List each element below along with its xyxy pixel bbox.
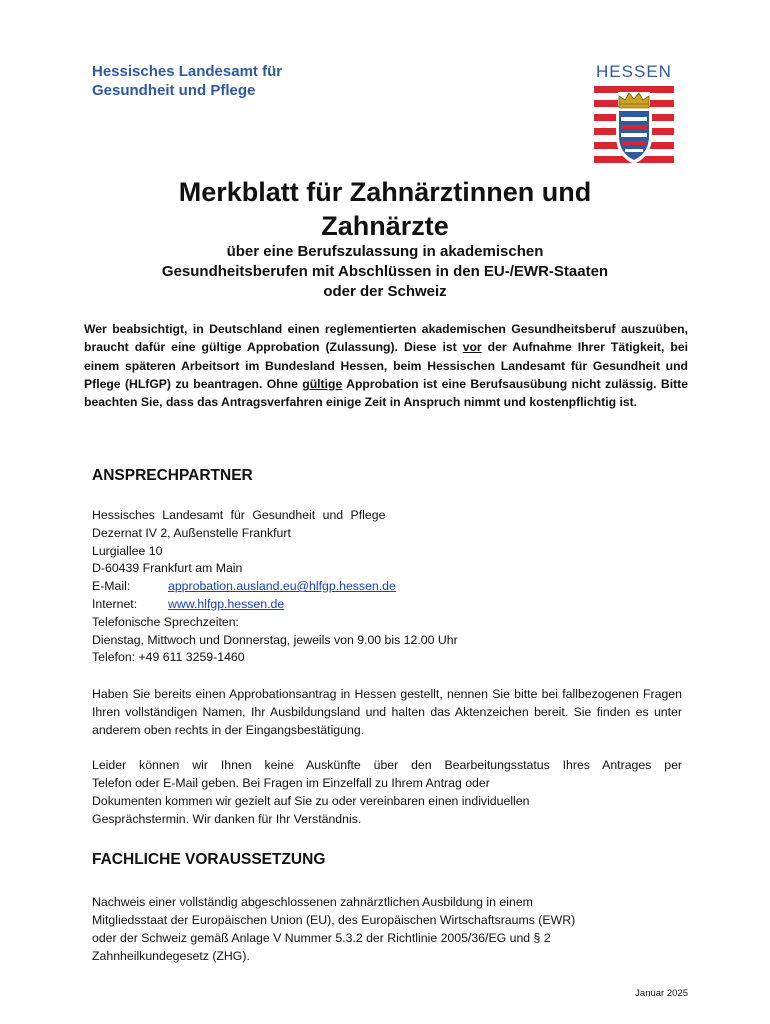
agency-line-1: Hessisches Landesamt für — [92, 63, 283, 80]
requirement-line-2: Mitgliedsstaat der Europäischen Union (EU), des Europäischen Wirtschaftsraums (EWR) — [92, 913, 576, 927]
contact-internet-row — [92, 596, 682, 614]
internet-link[interactable]: www.hlfgp.hessen.de — [168, 596, 285, 611]
contact-hours-label: Telefonische Sprechzeiten: — [92, 614, 239, 629]
agency-line-2: Gesundheit und Pflege — [92, 82, 256, 99]
document-title — [100, 175, 670, 243]
agency-name — [92, 62, 392, 100]
contact-city: D-60439 Frankfurt am Main — [92, 561, 243, 576]
status-line-2: Telefon oder E-Mail geben. Bei Fragen im Einzelfall zu Ihrem Antrag oder — [92, 776, 490, 790]
status-line-1: Leider können wir Ihnen keine Auskünfte über den Bearbeitungsstatus Ihres Antrages per — [92, 758, 682, 772]
contact-block — [92, 507, 682, 667]
title-line-2: Zahnärzte — [321, 211, 449, 241]
internet-label: Internet: — [92, 596, 138, 611]
requirement-paragraph — [92, 893, 682, 965]
intro-underline-gueltige: gültige — [302, 376, 343, 391]
subtitle-line-3: oder der Schweiz — [323, 283, 447, 300]
subtitle-line-2: Gesundheitsberufen mit Abschlüssen in den EU-/EWR-Staaten — [161, 263, 609, 280]
logo-text: HESSEN — [596, 62, 672, 81]
requirement-heading: FACHLICHE VORAUSSETZUNG — [92, 851, 326, 868]
subtitle-line-1: über eine Berufszulassung in akademischen — [226, 243, 544, 260]
status-info-paragraph — [92, 756, 682, 828]
contact-hours: Dienstag, Mittwoch und Donnerstag, jeweils von 9.00 bis 12.00 Uhr — [92, 632, 458, 647]
intro-underline-vor: vor — [462, 340, 482, 355]
requirement-line-1: Nachweis einer vollständig abgeschlossenen zahnärztlichen Ausbildung in einem — [92, 895, 533, 909]
contact-phone: Telefon: +49 611 3259-1460 — [92, 650, 245, 665]
requirement-line-3: oder der Schweiz gemäß Anlage V Nummer 5.3.2 der Richtlinie 2005/36/EG und § 2 — [92, 931, 551, 945]
status-line-3: Dokumenten kommen wir gezielt auf Sie zu oder vereinbaren einen individuellen — [92, 794, 530, 808]
requirement-line-4: Zahnheilkundegesetz (ZHG). — [92, 949, 250, 963]
contact-org: Hessisches Landesamt für Gesundheit und Pflege — [92, 508, 386, 522]
hessen-coat-of-arms-icon — [588, 86, 680, 170]
contact-email-row — [92, 578, 682, 596]
intro-part-3: Approbation ist eine Berufsausübung nicht zulässig. Bitte beachten Sie, dass das Antragsverfahren einige Zeit in Anspruch nimmt und kostenpflichtig ist. — [84, 376, 688, 410]
email-label: E-Mail: — [92, 579, 131, 594]
intro-paragraph — [84, 320, 688, 411]
contact-dept: Dezernat IV 2, Außenstelle Frankfurt — [92, 525, 291, 540]
status-line-4: Gesprächstermin. Wir danken für Ihr Verständnis. — [92, 812, 362, 826]
case-questions-paragraph: Haben Sie bereits einen Approbationsantrag in Hessen gestellt, nennen Sie bitte bei fallbezogenen Fragen Ihren vollständigen Namen, Ihr Ausbildungsland und halten das Aktenzeichen bereit. Sie finden es unter anderem oben rechts in der Eingangsbestätigung. — [92, 687, 682, 737]
intro-part-2: der Aufnahme Ihrer Tätigkeit, bei einem späteren Arbeitsort im Bundesland Hessen, beim Hessischen Landesamt für Gesundheit und Pflege (HLfGP) zu beantragen. Ohne — [84, 340, 688, 391]
hessen-logo — [588, 62, 680, 170]
document-subtitle — [100, 242, 670, 302]
title-line-1: Merkblatt für Zahnärztinnen und — [178, 177, 592, 207]
email-link[interactable]: approbation.ausland.eu@hlfgp.hessen.de — [168, 579, 396, 594]
footer-date: Januar 2025 — [635, 988, 688, 999]
intro-part-1: Wer beabsichtigt, in Deutschland einen reglementierten akademischen Gesundheitsberuf auszuüben, braucht dafür eine gültige Approbation (Zulassung). Diese ist — [84, 322, 688, 355]
contact-heading: ANSPRECHPARTNER — [92, 467, 253, 484]
contact-street: Lurgiallee 10 — [92, 543, 163, 558]
